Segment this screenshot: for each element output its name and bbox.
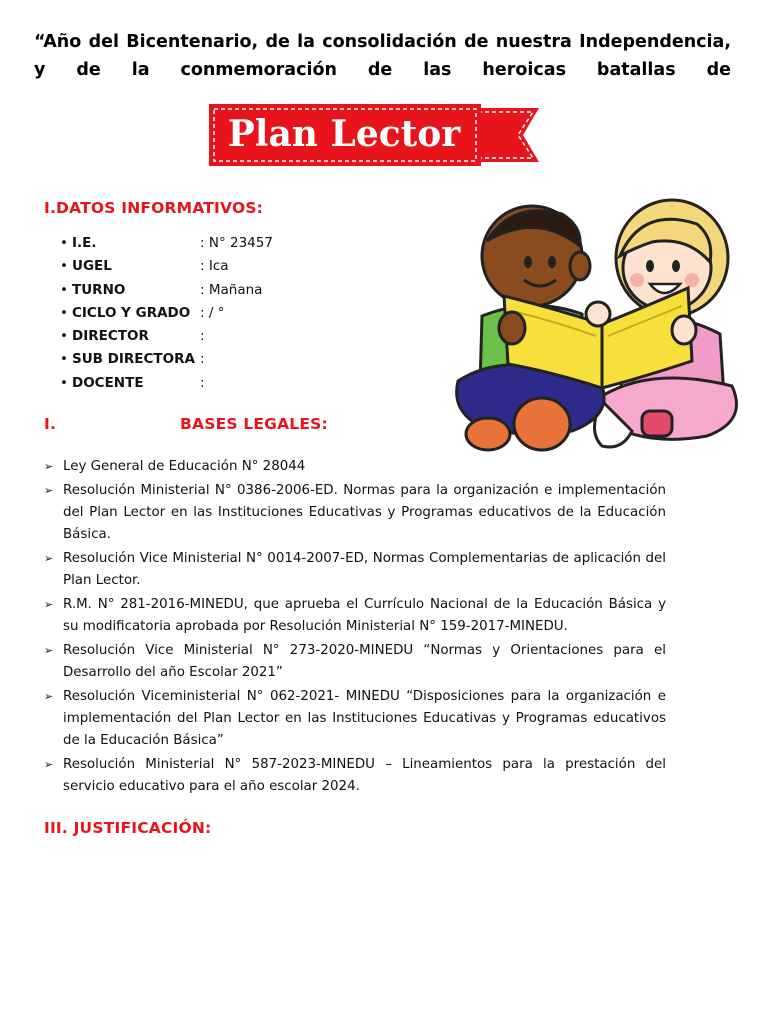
list-item: ➢ Resolución Ministerial N° 587-2023-MINEDU – Lineamientos para la prestación del servicio educativo para el año escolar 2024. (44, 754, 666, 798)
data-row-ciclo-grado: • CICLO Y GRADO : / ° (60, 302, 195, 325)
data-row-director: • DIRECTOR : (60, 325, 195, 348)
datos-informativos-list (60, 232, 273, 395)
bases-legales-list (44, 456, 666, 800)
data-label: DIRECTOR (72, 328, 149, 345)
data-value: : Ica (200, 258, 229, 275)
data-value: : Mañana (200, 281, 263, 298)
data-label: UGEL (72, 258, 112, 275)
arrow-bullet-icon: ➢ (44, 598, 54, 611)
list-item: ➢ Resolución Vice Ministerial N° 273-2020-MINEDU “Normas y Orientaciones para el Desarrollo del año Escolar 2021” (44, 640, 666, 684)
data-label: DOCENTE (72, 374, 144, 391)
data-value: : / ° (200, 304, 225, 321)
list-item: ➢ Resolución Ministerial N° 0386-2006-ED. Normas para la organización e implementación del Plan Lector en las Instituciones Educativas y Programas educativos de la Educación Básica. (44, 480, 666, 546)
list-item: ➢ Resolución Vice Ministerial N° 0014-2007-ED, Normas Complementarias de aplicación del Plan Lector. (44, 548, 666, 592)
arrow-bullet-icon: ➢ (44, 460, 54, 473)
section-bases-number: I. (44, 415, 57, 433)
data-row-turno: • TURNO : Mañana (60, 279, 195, 302)
arrow-bullet-icon: ➢ (44, 758, 54, 771)
data-value: : (200, 374, 205, 391)
data-row-docente: • DOCENTE : (60, 372, 195, 395)
list-item: ➢ R.M. N° 281-2016-MINEDU, que aprueba el Currículo Nacional de la Educación Básica y su modificatoria aprobada por Resolución Ministerial N° 159-2017-MINEDU. (44, 594, 666, 638)
children-reading-book-icon (452, 196, 748, 466)
plan-lector-banner (209, 104, 539, 166)
header-motto: “Año del Bicentenario, de la consolidación de nuestra Independencia, y de la conmemoración de las heroicas batallas de (34, 32, 731, 80)
arrow-bullet-icon: ➢ (44, 552, 54, 565)
data-value: : N° 23457 (200, 235, 273, 251)
data-label: CICLO Y GRADO (72, 304, 191, 321)
data-value: : (200, 328, 205, 345)
data-label: SUB DIRECTORA (72, 351, 195, 368)
arrow-bullet-icon: ➢ (44, 484, 54, 497)
data-value: : (200, 351, 205, 368)
section-bases-title: BASES LEGALES: (180, 415, 328, 433)
list-item: ➢ Ley General de Educación N° 28044 (44, 456, 666, 478)
arrow-bullet-icon: ➢ (44, 644, 54, 657)
list-item: ➢ Resolución Viceministerial N° 062-2021- MINEDU “Disposiciones para la organización e implementación del Plan Lector en las Instituciones Educativas y Programas educativos de la Educación Básica” (44, 686, 666, 752)
data-row-sub-directora: • SUB DIRECTORA : (60, 348, 195, 371)
banner-title: Plan Lector (227, 113, 461, 155)
data-row-ugel: • UGEL : Ica (60, 255, 195, 278)
arrow-bullet-icon: ➢ (44, 690, 54, 703)
data-row-ie: • I.E. : N° 23457 (60, 232, 195, 255)
section-datos-title: I.DATOS INFORMATIVOS: (44, 199, 264, 217)
data-label: I.E. (72, 235, 97, 251)
section-justificacion-title: III. JUSTIFICACIÓN: (44, 819, 212, 837)
data-label: TURNO (72, 281, 126, 298)
